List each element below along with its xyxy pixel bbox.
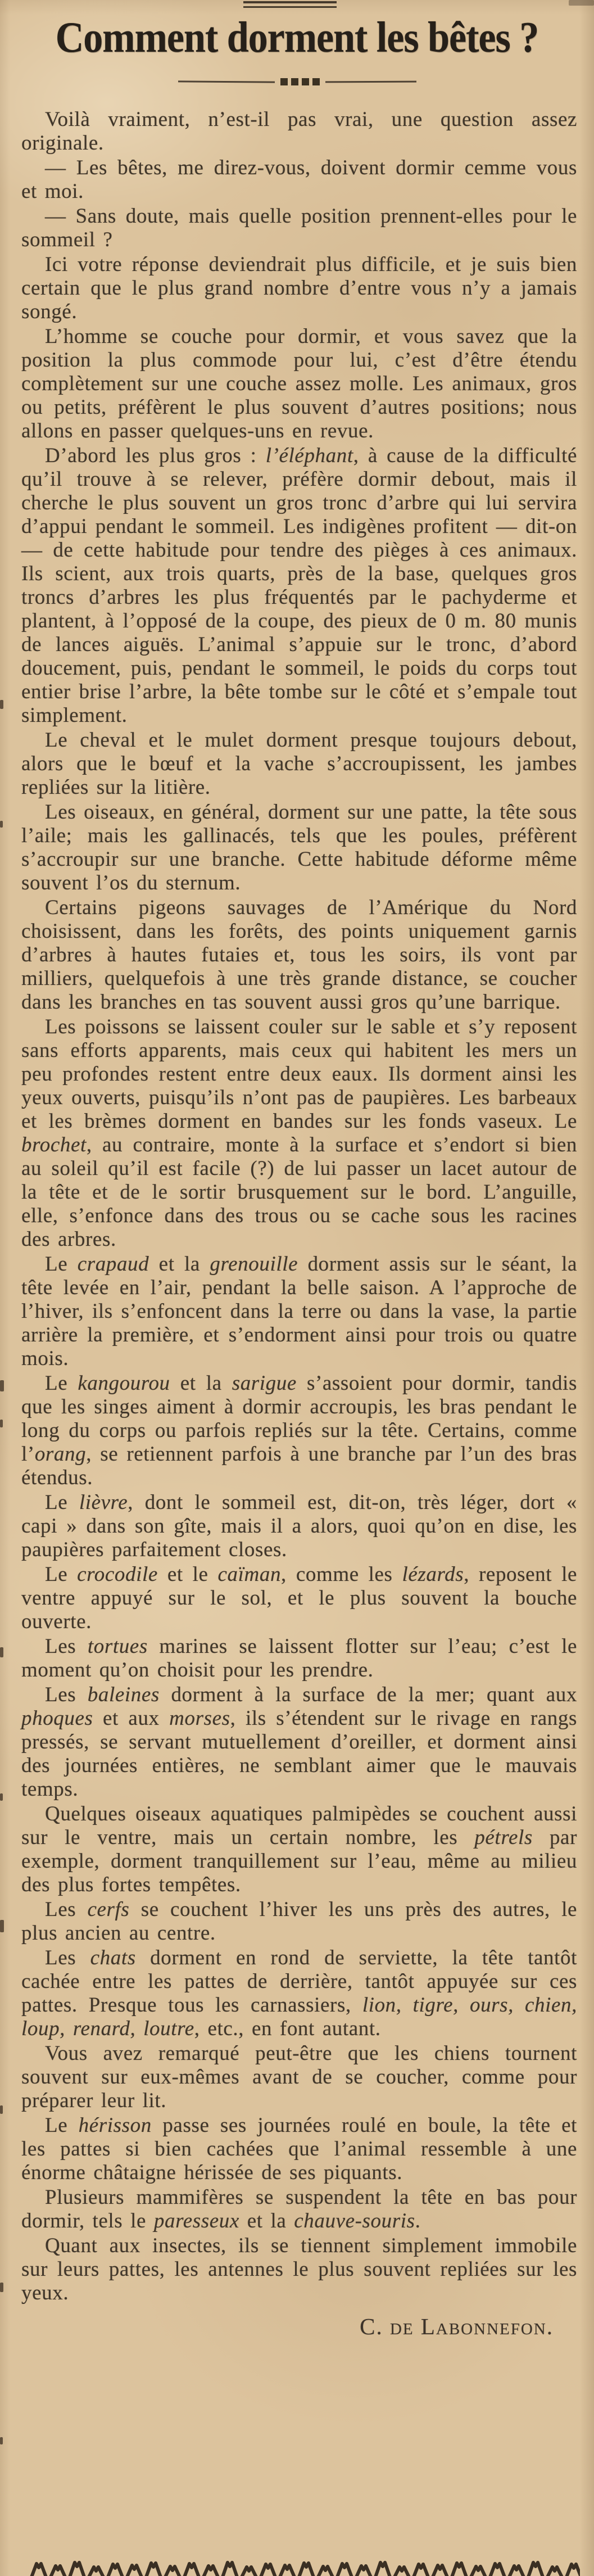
- ink-smudge: [0, 2105, 3, 2114]
- paragraph-text: et la: [170, 1372, 232, 1395]
- ink-smudge: [0, 1920, 4, 1932]
- paragraph-text: Le: [45, 2114, 79, 2137]
- paragraph-text: Le: [45, 1491, 79, 1514]
- animal-name-italic: baleines: [87, 1683, 160, 1706]
- divider-line-right: [325, 80, 416, 83]
- paragraph-text: Ici votre réponse deviendrait plus difficile, et je suis bien certain que le plus grand nombre d’entre vous n’y a jamais songé.: [21, 253, 577, 323]
- ink-smudge: [0, 1420, 3, 1427]
- article-title: Comment dorment les bêtes ?: [55, 14, 539, 62]
- animal-name-italic: tortues: [87, 1635, 148, 1658]
- article-paragraph: [21, 1683, 577, 1801]
- article-paragraph: [21, 801, 577, 895]
- animal-name-italic: lézards: [402, 1563, 464, 1586]
- animal-name-italic: paresseux: [153, 2209, 239, 2232]
- divider-square: [280, 78, 288, 85]
- article-body: [0, 108, 594, 2305]
- article-paragraph: [21, 2114, 577, 2185]
- animal-name-italic: orang: [34, 1443, 87, 1466]
- animal-name-italic: lion, tigre, ours, chien, loup, renard, loutre: [21, 1994, 577, 2040]
- article-paragraph: [21, 1898, 577, 1945]
- paragraph-text: Quelques oiseaux aquatiques palmipèdes se couchent aussi sur le ventre, mais un certain nombre, les: [21, 1802, 577, 1849]
- animal-name-italic: cerfs: [87, 1898, 130, 1921]
- ink-smudge: [0, 2437, 3, 2444]
- paragraph-text: , à cause de la difficulté qu’il trouve à se relever, préfère dormir debout, mais il cherche le plus souvent un gros tronc d’arbre qui lui servira d’appui pendant le sommeil. Les indigènes profitent — dit-on — de cette habitude pour tendre des pièges à ces animaux. Ils scient, aux trois quarts, près de la base, quelques gros troncs d’arbres les plus fréquentés par le pachyderme et plantent, à l’opposé de la coupe, des pieux de 0 m. 80 munis de lances aiguës. L’animal s’appuie sur le tronc, d’abord doucement, puis, pendant le sommeil, le poids du corps tout entier brise l’arbre, la bête tombe sur le côté et s’empale tout simplement.: [21, 444, 577, 727]
- ink-smudge: [569, 0, 594, 6]
- ink-smudge: [0, 1380, 4, 1391]
- paragraph-text: et la: [239, 2209, 294, 2232]
- animal-name-italic: grenouille: [210, 1253, 298, 1276]
- paragraph-text: et la: [149, 1253, 210, 1276]
- ink-smudge: [0, 821, 3, 828]
- animal-name-italic: phoques: [21, 1707, 93, 1730]
- paragraph-text: et le: [157, 1563, 218, 1586]
- divider-squares: [280, 78, 320, 85]
- article-paragraph: [21, 156, 577, 204]
- top-rule-decoration: [243, 1, 337, 8]
- paragraph-text: Les: [45, 1683, 88, 1706]
- ink-smudge: [0, 1647, 3, 1657]
- paragraph-text: L’homme se couche pour dormir, et vous savez que la position la plus commode pour lui, c’est d’être étendu complètement sur une couche assez molle. Les animaux, gros ou petits, préfèrent le plus souvent d’autres positions; nous allons en passer quelques-uns en revue.: [21, 325, 577, 442]
- article-signature: C. de Labonnefon.: [360, 2313, 554, 2339]
- paragraph-text: Le: [45, 1253, 78, 1276]
- article-paragraph: [21, 1372, 577, 1490]
- paragraph-text: se couchent l’hiver les uns près des autres, le plus ancien au centre.: [21, 1898, 577, 1945]
- article-paragraph: [21, 1563, 577, 1634]
- paragraph-text: , ils s’étendent sur le rivage en rangs pressés, se servant mutuellement d’oreiller, et dorment ainsi des journées entières, ne semblant aimer que le mauvais temps.: [21, 1707, 577, 1801]
- paragraph-text: D’abord les plus gros :: [45, 444, 266, 467]
- article-paragraph: [21, 729, 577, 799]
- ink-smudge: [0, 700, 3, 709]
- article-paragraph: [21, 444, 577, 727]
- article-paragraph: [21, 896, 577, 1014]
- paragraph-text: et aux: [93, 1707, 170, 1730]
- paragraph-text: , se retiennent parfois à une branche par l’un des bras étendus.: [21, 1443, 577, 1489]
- paragraph-text: , dont le sommeil est, dit-on, très léger, dort « capi » dans son gîte, mais il a alors, quoi qu’on en dise, les paupières parfaitement closes.: [21, 1491, 578, 1561]
- article-paragraph: [21, 108, 577, 155]
- paragraph-text: Les oiseaux, en général, dorment sur une patte, la tête sous l’aile; mais les gallinacés, tels que les poules, préfèrent s’accroupir sur une branche. Cette habitude déforme même souvent l’os du sternum.: [21, 801, 577, 894]
- article-paragraph: [21, 2234, 577, 2305]
- title-divider: [0, 78, 594, 85]
- animal-name-italic: hérisson: [78, 2114, 152, 2137]
- paragraph-text: — Sans doute, mais quelle position prennent-elles pour le sommeil ?: [21, 205, 577, 251]
- divider-square: [291, 78, 298, 85]
- article-paragraph: [21, 1802, 577, 1897]
- ink-smudge: [0, 1793, 3, 1801]
- article-paragraph: [21, 1946, 577, 2041]
- paragraph-text: dorment à la surface de la mer; quant aux: [159, 1683, 577, 1706]
- paragraph-text: Les poissons se laissent couler sur le sable et s’y reposent sans efforts apparents, mais ceux qui habitent les mers un peu profondes restent entre deux eaux. Ils dorment ainsi les yeux ouverts, puisqu’ils n’ont pas de paupières. Les barbeaux et les brèmes dorment en bandes sur les fonds vaseux. Le: [21, 1015, 577, 1133]
- paragraph-text: Vous avez remarqué peut-être que les chiens tournent souvent sur eux-mêmes avant de se coucher, comme pour préparer leur lit.: [21, 2042, 577, 2112]
- paragraph-text: Les: [45, 1635, 88, 1658]
- article-paragraph: [21, 1253, 577, 1371]
- divider-square: [312, 78, 320, 85]
- animal-name-italic: chats: [90, 1946, 136, 1969]
- paragraph-text: Voilà vraiment, n’est-il pas vrai, une question assez originale.: [21, 108, 577, 155]
- paragraph-text: .: [415, 2209, 421, 2232]
- article-paragraph: [21, 2042, 577, 2113]
- animal-name-italic: sarigue: [232, 1372, 297, 1395]
- animal-name-italic: l’éléphant: [265, 444, 353, 467]
- animal-name-italic: pétrels: [474, 1826, 533, 1849]
- paragraph-text: passe ses journées roulé en boule, la tête et les pattes si bien cachées que l’animal ressemble à une énorme châtaigne hérissée de ses piquants.: [21, 2114, 577, 2184]
- paragraph-text: , au contraire, monte à la surface et s’endort si bien au soleil qu’il est facile (?) de lui passer un lacet autour de la tête et de le sortir brusquement sur le bord. L’anguille, elle, s’enfonce dans des trous ou se cache sous les racines des arbres.: [21, 1133, 577, 1251]
- ink-smudge: [0, 2283, 3, 2292]
- article-paragraph: [21, 1491, 577, 1562]
- zigzag-line: [31, 2563, 580, 2576]
- paragraph-text: dorment en rond de serviette, la tête tantôt cachée entre les pattes de derrière, tantôt appuyée sur ces pattes. Presque tous les carnassiers,: [21, 1946, 577, 2017]
- animal-name-italic: crapaud: [77, 1253, 149, 1276]
- divider-line-left: [178, 80, 274, 83]
- animal-name-italic: kangourou: [78, 1372, 170, 1395]
- article-paragraph: [21, 1015, 577, 1251]
- animal-name-italic: morses: [169, 1707, 230, 1730]
- animal-name-italic: lièvre: [79, 1491, 128, 1514]
- paragraph-text: dorment assis sur le séant, la tête levée en l’air, pendant la belle saison. A l’approche de l’hiver, ils s’enfoncent dans la terre ou dans la vase, la partie arrière la première, et s’endorment ainsi pour trois ou quatre mois.: [21, 1253, 577, 1370]
- paragraph-text: Les: [45, 1946, 90, 1969]
- article-paragraph: [21, 2186, 577, 2233]
- animal-name-italic: chauve-souris: [294, 2209, 415, 2232]
- paragraph-text: Le: [45, 1372, 78, 1395]
- paragraph-text: — Les bêtes, me direz-vous, doivent dormir cemme vous et moi.: [21, 156, 577, 203]
- animal-name-italic: caïman: [217, 1563, 282, 1586]
- paragraph-text: Le cheval et le mulet dorment presque toujours debout, alors que le bœuf et la vache s’accroupissent, les jambes repliées sur la litière.: [21, 729, 577, 799]
- animal-name-italic: brochet: [21, 1133, 87, 1156]
- bottom-zigzag-divider: [29, 2555, 580, 2576]
- paragraph-text: , reposent le ventre appuyé sur le sol, et le plus souvent la bouche ouverte.: [21, 1563, 577, 1633]
- animal-name-italic: crocodile: [77, 1563, 158, 1586]
- paragraph-text: , etc., en font autant.: [194, 2017, 381, 2040]
- paragraph-text: Les: [45, 1898, 88, 1921]
- article-paragraph: [21, 325, 577, 443]
- paragraph-text: Plusieurs mammifères se suspendent la tête en bas pour dormir, tels le: [21, 2186, 577, 2232]
- paragraph-text: Certains pigeons sauvages de l’Amérique du Nord choisissent, dans les forêts, des points uniquement garnis d’arbres à hautes futaies et, tous les soirs, ils vont par milliers, quelquefois à une très grande distance, se coucher dans les branches en tas souvent aussi gros qu’une barrique.: [21, 896, 577, 1014]
- article-paragraph: [21, 1635, 577, 1682]
- divider-square: [302, 78, 309, 85]
- paragraph-text: Le: [45, 1563, 78, 1586]
- article-paragraph: [21, 205, 577, 252]
- paragraph-text: s’assoient pour dormir, tandis que les singes aiment à dormir accroupis, les bras pendant le long du corps ou parfois repliés sur la tête. Certains, comme l’: [21, 1372, 577, 1466]
- paragraph-text: , comme les: [281, 1563, 402, 1586]
- paragraph-text: marines se laissent flotter sur l’eau; c’est le moment qu’on choisit pour les prendre.: [21, 1635, 578, 1682]
- paragraph-text: Quant aux insectes, ils se tiennent simplement immobile sur leurs pattes, les antennes le plus souvent repliées sur les yeux.: [21, 2234, 577, 2304]
- article-paragraph: [21, 253, 577, 324]
- paragraph-text: par exemple, dorment tranquillement sur l’eau, même au milieu des plus fortes tempêtes.: [21, 1826, 577, 1896]
